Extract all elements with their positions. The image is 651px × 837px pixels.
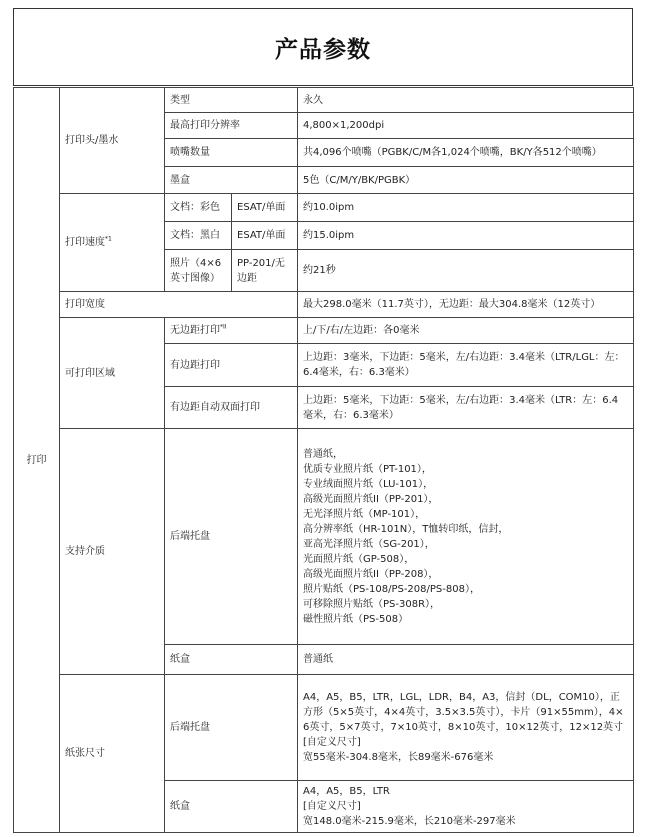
spec-mode: ESAT/单面	[232, 194, 298, 222]
spec-mode: ESAT/单面	[232, 222, 298, 250]
section-label: 打印	[14, 88, 60, 833]
spec-value: 约15.0ipm	[298, 222, 634, 250]
spec-key: 纸盒	[165, 781, 298, 833]
paper-size-cassette	[298, 781, 634, 833]
media-list	[298, 429, 634, 645]
spec-key: 后端托盘	[165, 429, 298, 645]
group-label-width: 打印宽度	[60, 292, 298, 318]
spec-value: 永久	[298, 88, 634, 113]
media-item: 优质专业照片纸（PT-101），	[303, 463, 432, 475]
spec-value: 约21秒	[298, 250, 634, 292]
group-label-head: 打印头/墨水	[60, 88, 165, 194]
spec-value: 上边距：5毫米，下边距：5毫米，左/右边距：3.4毫米（LTR：左：6.4毫米，右：6.3毫米）	[298, 387, 634, 429]
footnote-mark: *1	[105, 235, 112, 243]
spec-value: 共4,096个喷嘴（PGBK/C/M各1,024个喷嘴，BK/Y各512个喷嘴）	[298, 139, 634, 167]
spec-key: 照片（4×6英寸图像）	[165, 250, 232, 292]
paper-size-rear	[298, 675, 634, 781]
media-item: 高级光面照片纸II（PP-201），	[303, 493, 439, 505]
group-label-area: 可打印区域	[60, 318, 165, 429]
media-item: 无光泽照片纸（MP-101），	[303, 508, 426, 520]
size-line: 宽55毫米-304.8毫米，长89毫米-676毫米	[303, 752, 494, 763]
spec-key: 后端托盘	[165, 675, 298, 781]
media-item: 光面照片纸（GP-508），	[303, 553, 415, 565]
spec-key: 文档：彩色	[165, 194, 232, 222]
spec-value: 普通纸	[298, 645, 634, 675]
media-item: 亚高光泽照片纸（SG-201），	[303, 538, 435, 550]
spec-value: 5色（C/M/Y/BK/PGBK）	[298, 167, 634, 194]
size-line: [自定义尺寸]	[303, 801, 361, 812]
spec-key: 有边距打印	[165, 344, 298, 387]
spec-key: 类型	[165, 88, 298, 113]
media-item: 高分辨率纸（HR-101N），T恤转印纸，信封，	[303, 523, 509, 535]
speed-label: 打印速度	[65, 237, 105, 248]
spec-value: 上/下/右/左边距：各0毫米	[298, 318, 634, 344]
media-item: 可移除照片贴纸（PS-308R），	[303, 598, 441, 610]
page-title: 产品参数	[13, 8, 633, 86]
size-line: 宽148.0毫米-215.9毫米，长210毫米-297毫米	[303, 816, 516, 827]
spec-value: 约10.0ipm	[298, 194, 634, 222]
borderless-label: 无边距打印	[170, 325, 220, 336]
size-line: A4，A5，B5，LTR，LGL，LDR，B4，A3，信封（DL，COM10），正方形（5×5英寸，4×4英寸，3.5×3.5英寸），卡片（91×55mm），4×6英寸，5×7英寸，7×10英寸，8×10英寸，10×12英寸，12×12英寸	[303, 692, 624, 733]
spec-key: 有边距自动双面打印	[165, 387, 298, 429]
spec-value: 上边距：3毫米，下边距：5毫米，左/右边距：3.4毫米（LTR/LGL：左：6.4毫米，右：6.3毫米）	[298, 344, 634, 387]
media-item: 普通纸，	[303, 448, 343, 460]
group-label-media: 支持介质	[60, 429, 165, 675]
spec-value: 最大298.0毫米（11.7英寸），无边距：最大304.8毫米（12英寸）	[298, 292, 634, 318]
spec-key: 墨盒	[165, 167, 298, 194]
spec-key: 最高打印分辨率	[165, 113, 298, 139]
spec-table	[13, 87, 634, 833]
spec-value: 4,800×1,200dpi	[298, 113, 634, 139]
group-label-speed	[60, 194, 165, 292]
size-line: [自定义尺寸]	[303, 737, 361, 748]
media-item: 专业绒面照片纸（LU-101），	[303, 478, 434, 490]
spec-mode: PP-201/无边距	[232, 250, 298, 292]
spec-key: 纸盒	[165, 645, 298, 675]
footnote-mark: *II	[220, 323, 227, 331]
spec-key: 文档：黑白	[165, 222, 232, 250]
media-item: 高级光面照片纸II（PP-208），	[303, 568, 439, 580]
media-item: 磁性照片纸（PS-508）	[303, 613, 409, 625]
spec-key	[165, 318, 298, 344]
group-label-paper-size: 纸张尺寸	[60, 675, 165, 833]
spec-key: 喷嘴数量	[165, 139, 298, 167]
size-line: A4，A5，B5，LTR	[303, 786, 390, 797]
media-item: 照片贴纸（PS-108/PS-208/PS-808），	[303, 583, 480, 595]
